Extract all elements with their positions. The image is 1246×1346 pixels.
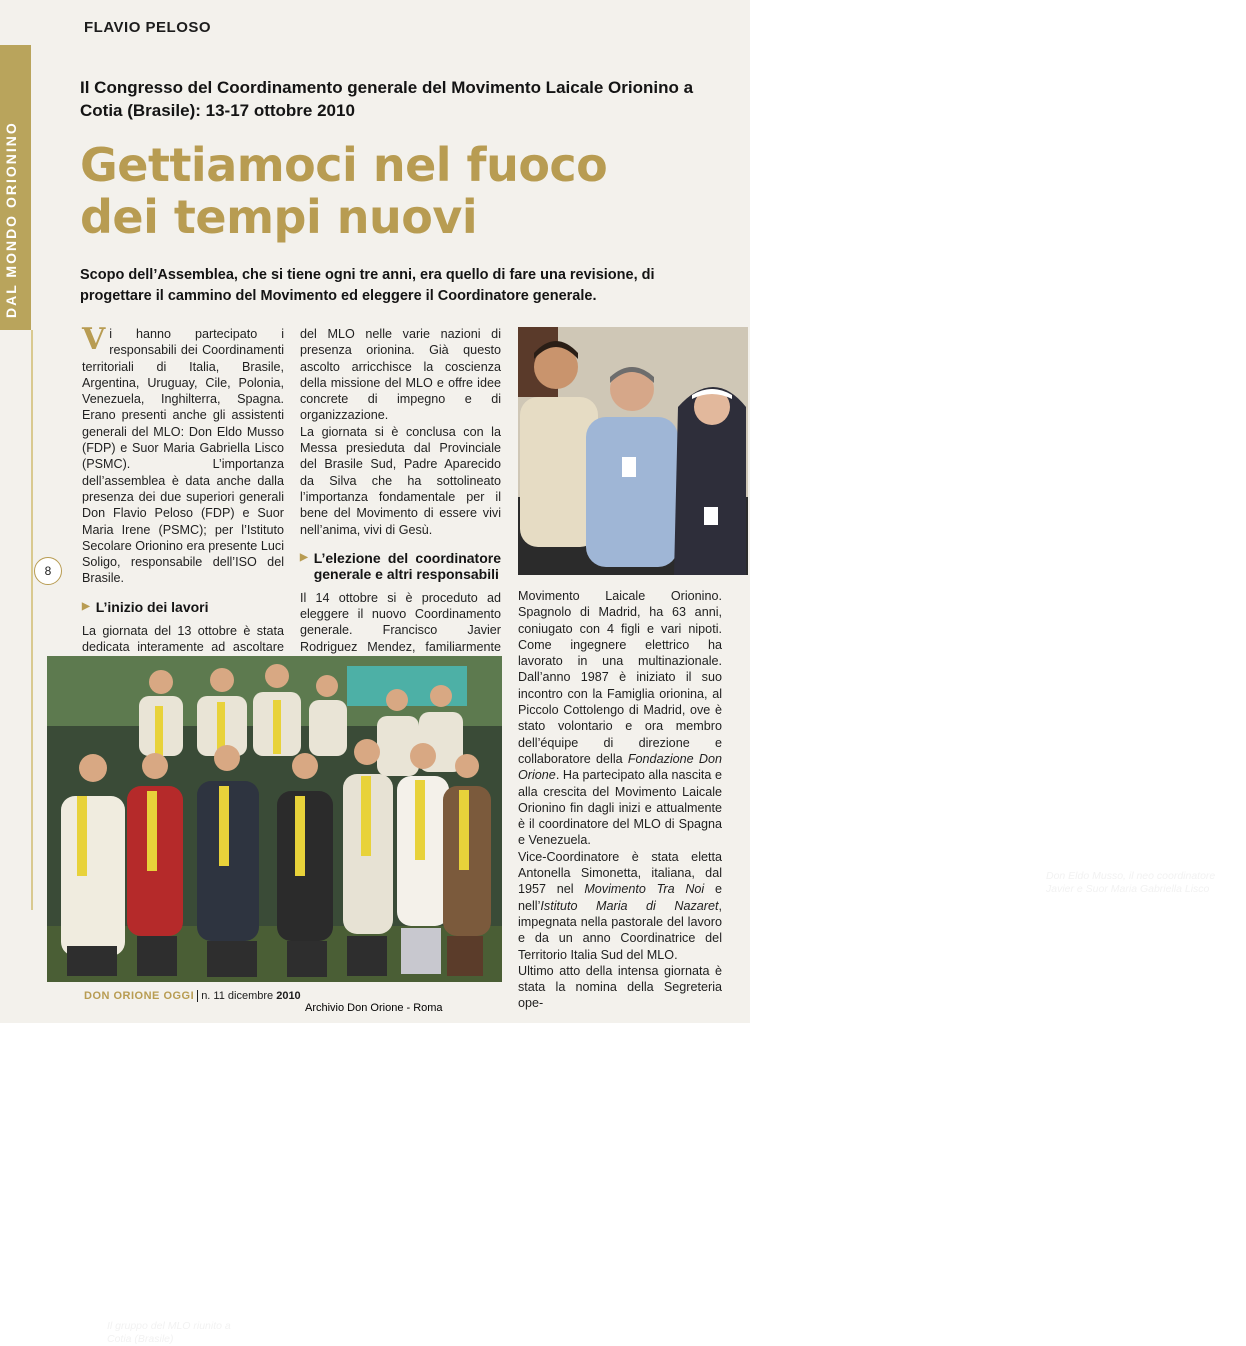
photo-caption: Il gruppo del MLO riunito a Cotia (Brasile) — [107, 1320, 231, 1345]
paragraph: Vice-Coordinatore è stata eletta Antonella Simonetta, italiana, dal 1957 nel Movimento Tra Noi e nell’Istituto Maria di Nazaret, impegnata nella pastorale del lavoro e da un anno Coordinatrice del Territorio Italia Sud del MLO. — [518, 849, 722, 962]
paragraph: Il 14 ottobre si è proceduto ad eleggere il nuovo Coordinamento generale. Francisco Javier Rodriguez Mendez, familiarmente — [300, 590, 501, 654]
paragraph: La giornata si è conclusa con la Messa presieduta dal Provinciale del Brasile Sud, Padre Aparecido da Silva che ha sottolineato l’importanza fondamentale per il bene del Movimento di essere vivi nell’anima, vivi di Gesù. — [300, 424, 501, 537]
paragraph: Ultimo atto della intensa giornata è stata la nomina della Segreteria ope- — [518, 963, 722, 1011]
issue-label: n. 11 dicembre — [201, 990, 274, 1002]
emphasis: Movimento Tra Noi — [584, 882, 705, 897]
text-column-2 — [300, 326, 501, 688]
author-name: FLAVIO PELOSO — [84, 19, 212, 36]
photo-illustration — [518, 327, 748, 575]
title-line-2: dei tempi nuovi — [80, 190, 478, 244]
paragraph: Movimento Laicale Orionino. Spagnolo di Madrid, ha 63 anni, coniugato con 4 figli e vari nipoti. Come ingegnere elettrico ha lavorato in una multinazionale. Dall’anno 1987 è iniziato il suo incontro con la Famiglia orionina, al Piccolo Cottolengo di Madrid, ove è stato volontario e ora membro dell’équipe di direzione e collaboratore della Fondazione Don Orione. Ha partecipato alla nascita e alla crescita del Movimento Laicale Orionino fin dagli inizi e attualmente è il coordinatore del MLO di Spagna e Venezuela. — [518, 589, 722, 848]
article-kicker: Il Congresso del Coordinamento generale del Movimento Laicale Orionino a Cotia (Brasile): 13-17 ottobre 2010 — [80, 78, 694, 120]
triangle-bullet-icon: ▶ — [300, 551, 308, 563]
text-column-3 — [518, 588, 722, 1012]
spine-divider — [31, 330, 33, 910]
article-lead: Scopo dell’Assemblea, che si tiene ogni tre anni, era quello di fare una revisione, di progettare il cammino del Movimento ed eleggere il Coordinatore generale. — [80, 267, 655, 304]
triangle-bullet-icon: ▶ — [82, 600, 90, 612]
archive-credit: Archivio Don Orione - Roma — [305, 1002, 443, 1014]
page-footer — [84, 990, 301, 1002]
title-line-1: Gettiamoci nel fuoco — [80, 138, 608, 192]
article-title — [80, 139, 640, 243]
paragraph: La giornata del 13 ottobre è stata dedicata interamente ad ascoltare — [82, 623, 284, 655]
subheading — [300, 550, 501, 582]
drop-cap: V — [82, 322, 106, 357]
emphasis: Istituto Maria di Nazaret — [540, 898, 719, 913]
photo-caption: Don Eldo Musso, il neo coordinatore Javier e Suor Maria Gabriella Lisco — [1046, 870, 1216, 895]
magazine-name: DON ORIONE OGGI — [84, 990, 195, 1002]
subheading-text: L’inizio dei lavori — [95, 598, 209, 615]
section-label: DAL MONDO ORIONINO — [3, 121, 19, 318]
subheading — [82, 599, 284, 615]
issue-year: 2010 — [276, 990, 301, 1002]
paragraph-text: i hanno partecipato i responsabili dei Coordinamenti territoriali di Italia, Brasile, Argentina, Uruguay, Cile, Polonia, Venezuela, Inghilterra, Spagna. Erano presenti anche gli assistenti generali del MLO: Don Eldo Musso (FDP) e Suor Maria Gabriella Lisco (PSMC). L’importanza dell’assemblea è data anche dalla presenza dei due superiori generali Don Flavio Peloso (FDP) e Suor Maria Irene (PSMC); per l’Istituto Secolare Orionino era presente Luci Soligo, responsabile dell’ISO del Brasile. — [82, 327, 284, 586]
subheading-text: L’elezione del coordinatore generale e altri responsabili — [313, 549, 501, 582]
emphasis: Fondazione Don Orione — [518, 751, 722, 783]
photo-illustration — [47, 656, 502, 982]
text-column-1 — [82, 322, 284, 688]
footer-separator — [197, 990, 198, 1002]
page-number-badge: 8 — [34, 557, 62, 585]
paragraph: del MLO nelle varie nazioni di presenza orionina. Già questo ascolto arricchisce la coscienza della missione del MLO e offre idee concrete di impegno e di organizzazione. — [300, 327, 501, 423]
paragraph — [82, 322, 284, 587]
